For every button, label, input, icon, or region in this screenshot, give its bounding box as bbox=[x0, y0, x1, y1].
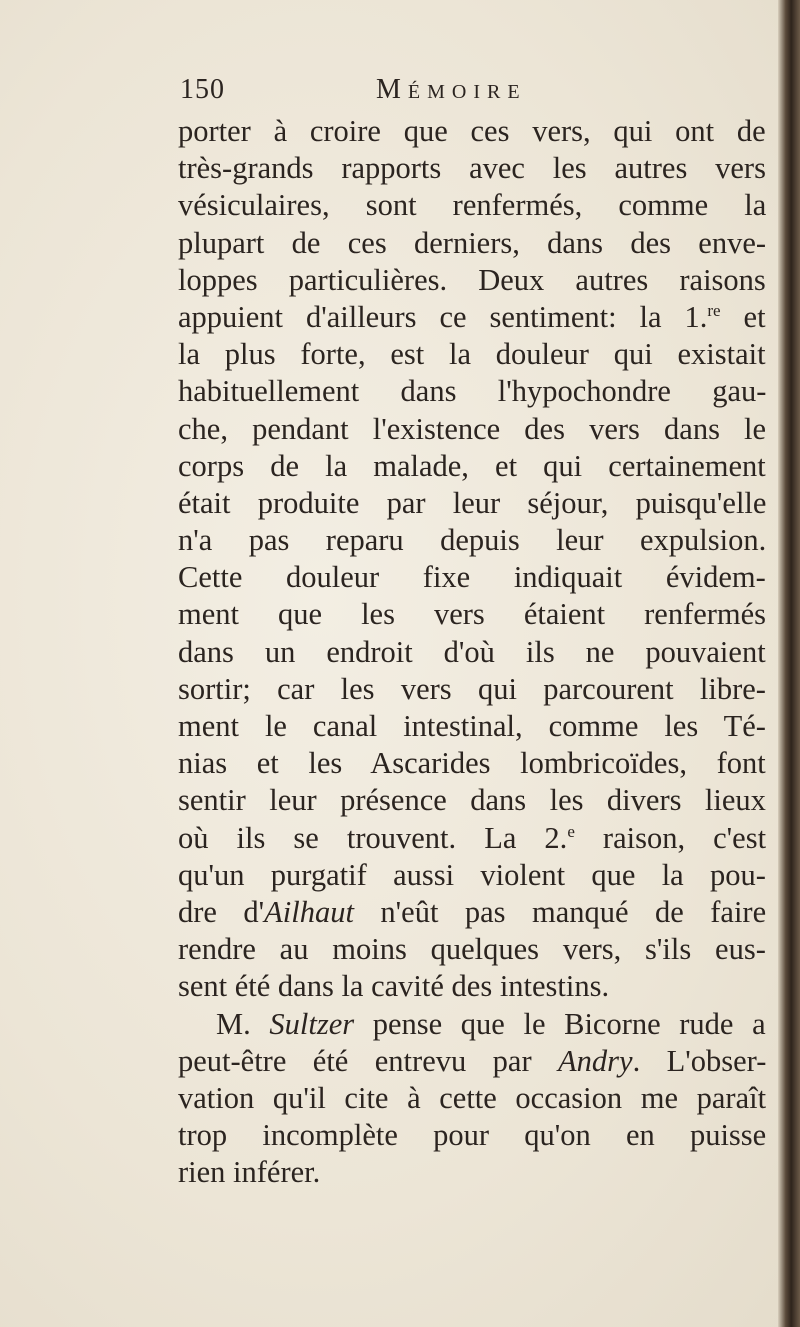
text-line: plupart de ces derniers, dans des enve- bbox=[178, 225, 767, 260]
text-line: qu'un purgatif aussi violent que la pou- bbox=[178, 857, 766, 892]
italic-name: Sultzer bbox=[269, 1006, 355, 1041]
superscript: e bbox=[567, 821, 575, 841]
italic-name: Ailhaut bbox=[264, 894, 354, 929]
body-text bbox=[178, 113, 766, 1191]
text-line: sentir leur présence dans les divers lieux bbox=[178, 783, 766, 818]
page-edge bbox=[778, 0, 800, 1327]
text-line: dans un endroit d'où ils ne pouvaient bbox=[178, 634, 766, 669]
text-line: corps de la malade, et qui certainement bbox=[178, 448, 766, 483]
page-header bbox=[180, 74, 780, 110]
running-title: Mémoire bbox=[376, 74, 527, 105]
text-line: sortir; car les vers qui parcourent libre- bbox=[178, 671, 766, 706]
text-line: ment le canal intestinal, comme les Té- bbox=[178, 709, 766, 743]
text-line: habituellement dans l'hypochondre gau- bbox=[178, 374, 767, 409]
page-number: 150 bbox=[180, 74, 225, 105]
text-line: où ils se trouvent. La 2.$^e$ raison, c'est bbox=[178, 820, 767, 855]
text-line: M. Sultzer pense que le Bicorne rude a bbox=[216, 1006, 766, 1041]
text-line: appuient d'ailleurs ce sentiment: la 1.$^{re}$ et bbox=[178, 299, 766, 334]
text-line: peut-être été entrevu par Andry. L'obser- bbox=[178, 1043, 767, 1078]
text-line: loppes particulières. Deux autres raisons bbox=[178, 262, 766, 297]
text-line: Cette douleur fixe indiquait évidem- bbox=[178, 560, 766, 595]
text-line: très-grands rapports avec les autres vers bbox=[178, 151, 766, 186]
text-line: ment que les vers étaient renfermés bbox=[178, 597, 767, 632]
text-line: dre d'Ailhaut n'eût pas manqué de faire bbox=[178, 894, 767, 929]
text-line: vésiculaires, sont renfermés, comme la bbox=[178, 188, 767, 223]
text-line: était produite par leur séjour, puisqu'elle bbox=[178, 485, 767, 520]
text-line: che, pendant l'existence des vers dans le bbox=[178, 411, 767, 446]
text-line: rendre au moins quelques vers, s'ils eus- bbox=[178, 932, 766, 967]
text-line: la plus forte, est la douleur qui existait bbox=[178, 337, 766, 372]
text-line: porter à croire que ces vers, qui ont de bbox=[178, 114, 766, 148]
text-line: sent été dans la cavité des intestins. bbox=[178, 969, 610, 1004]
text-line: trop incomplète pour qu'on en puisse bbox=[178, 1118, 767, 1153]
superscript: re bbox=[707, 300, 721, 320]
italic-name: Andry bbox=[558, 1043, 633, 1078]
text-line: n'a pas reparu depuis leur expulsion. bbox=[178, 523, 767, 558]
text-line: vation qu'il cite à cette occasion me paraît bbox=[178, 1080, 767, 1115]
text-line: rien inférer. bbox=[178, 1155, 321, 1190]
text-line: nias et les Ascarides lombricoïdes, font bbox=[178, 746, 766, 781]
